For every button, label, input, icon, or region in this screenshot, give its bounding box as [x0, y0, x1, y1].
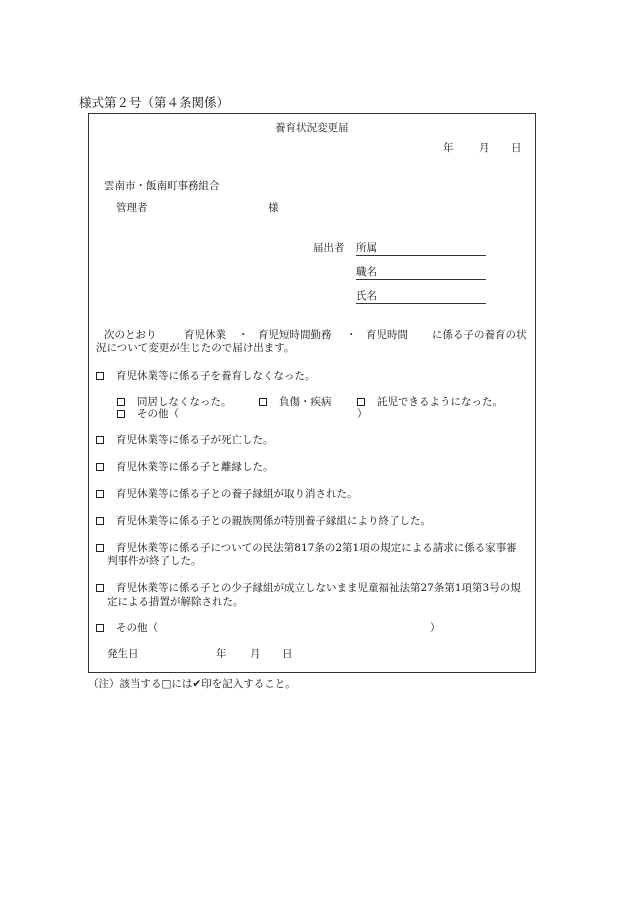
intro-separator-1: ・ [238, 329, 249, 341]
list-item: 育児休業等に係る子が死亡した。 [96, 435, 274, 446]
checkbox[interactable] [96, 490, 104, 498]
intro-line2: 況について変更が生じたので届け出ます。 [96, 342, 295, 354]
sub-item-d-close: ） [357, 408, 368, 420]
sub-item-c: 託児できるようになった。 [357, 397, 503, 408]
affiliation-label: 所属 [356, 242, 377, 254]
intro-option-short-hours: 育児短時間勤務 [258, 329, 332, 341]
occurrence-year: 年 [216, 648, 227, 660]
sub-item-d: その他（ [117, 409, 179, 420]
name-field[interactable] [356, 291, 486, 304]
form-number: 様式第２号（第４条関係） [79, 95, 230, 110]
list-item-continuation: 判事件が終了した。 [107, 555, 202, 567]
sub-item-b: 負傷・疾病 [259, 397, 332, 408]
list-item: 育児休業等に係る子についての民法第817条の2第1項の規定による請求に係る家事審 [96, 543, 517, 554]
notifier-label: 届出者 [313, 242, 345, 254]
occurrence-label: 発生日 [107, 648, 139, 660]
position-field[interactable] [356, 267, 486, 280]
affiliation-field[interactable] [356, 243, 486, 256]
other-close-paren: ） [430, 622, 441, 634]
checkbox[interactable] [117, 410, 125, 418]
addressee-honorific: 様 [268, 202, 279, 214]
list-item: 育児休業等に係る子との養子縁組が取り消された。 [96, 489, 358, 500]
name-label: 氏名 [356, 290, 377, 302]
checkbox[interactable] [357, 398, 365, 406]
intro-separator-2: ・ [346, 329, 357, 341]
addressee-role: 管理者 [116, 202, 148, 214]
addressee-org: 雲南市・飯南町事務組合 [104, 180, 220, 192]
list-item: 育児休業等に係る子と離縁した。 [96, 462, 274, 473]
list-item: 育児休業等に係る子との親族関係が特別養子縁組により終了した。 [96, 516, 431, 527]
checkbox[interactable] [96, 372, 104, 380]
intro-option-childcare-leave: 育児休業 [184, 329, 226, 341]
date-month: 月 [479, 142, 490, 154]
date-day: 日 [511, 142, 522, 154]
position-label: 職名 [356, 266, 377, 278]
checkbox[interactable] [96, 517, 104, 525]
list-item-continuation: 定による措置が解除された。 [107, 596, 244, 608]
form-title: 養育状況変更届 [275, 122, 349, 134]
occurrence-month: 月 [250, 648, 261, 660]
checkbox[interactable] [96, 584, 104, 592]
checkbox[interactable] [96, 436, 104, 444]
sub-item-a: 同居しなくなった。 [117, 397, 232, 408]
list-item: その他（ [96, 623, 158, 634]
checkbox[interactable] [96, 463, 104, 471]
list-item: 育児休業等に係る子との少子縁組が成立しないまま児童福祉法第27条第1項第3号の規 [96, 583, 521, 594]
note: （注）該当する□には✔印を記入すること。 [88, 678, 296, 690]
checkbox[interactable] [117, 398, 125, 406]
intro-lead: 次のとおり [104, 329, 157, 341]
occurrence-day: 日 [282, 648, 293, 660]
list-item: 育児休業等に係る子を養育しなくなった。 [96, 371, 316, 382]
checkbox[interactable] [259, 398, 267, 406]
date-year: 年 [443, 142, 454, 154]
checkbox[interactable] [96, 544, 104, 552]
intro-option-childcare-time: 育児時間 [366, 329, 408, 341]
intro-tail: に係る子の養育の状 [432, 329, 527, 341]
checkbox[interactable] [96, 624, 104, 632]
